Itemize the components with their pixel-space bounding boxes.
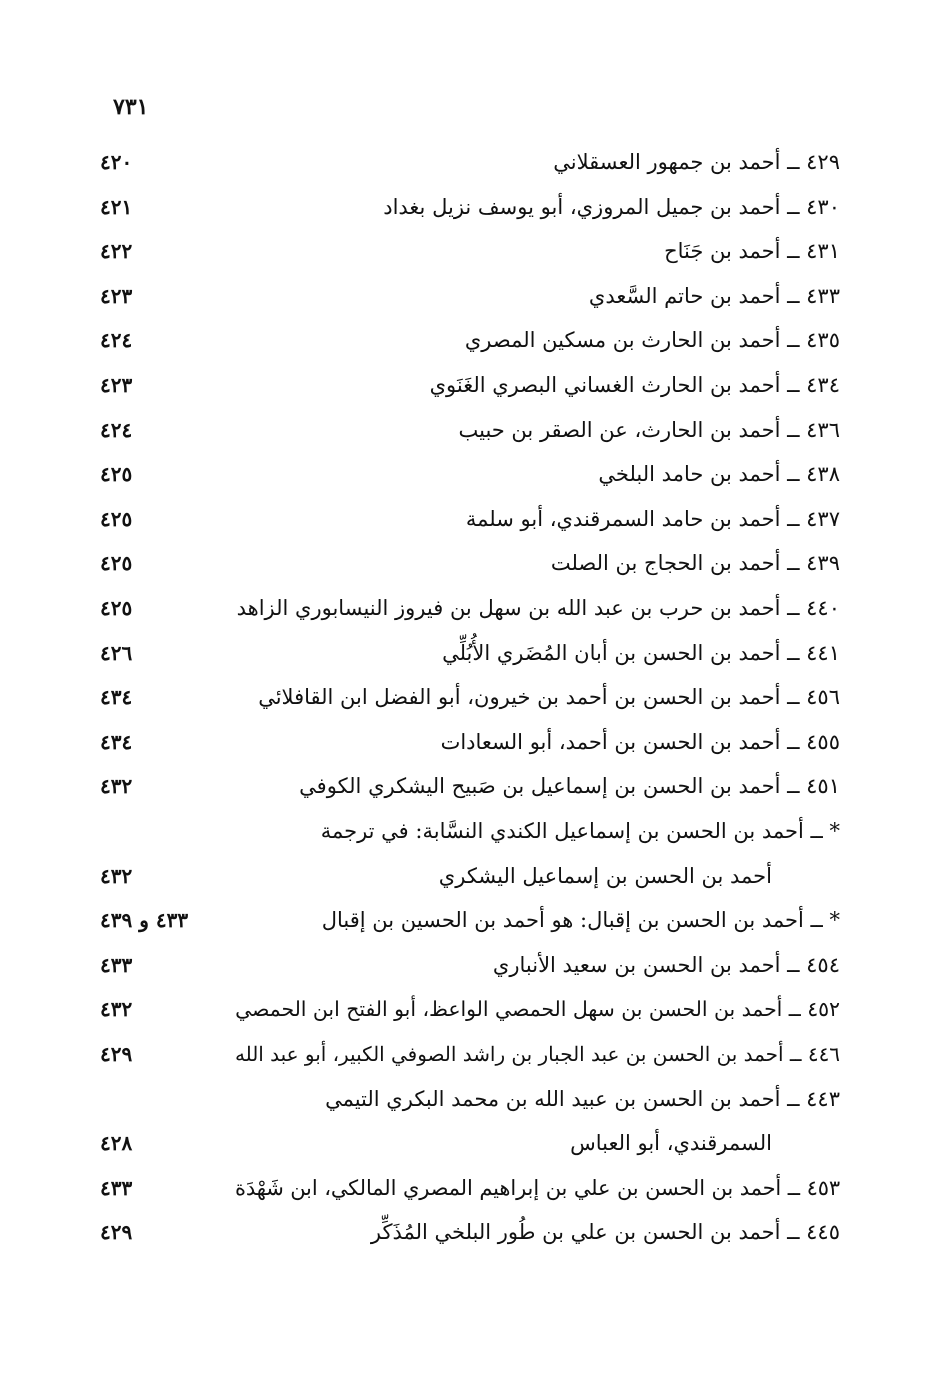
index-entry [100, 766, 840, 806]
entry-page-ref: ٤٣٤ [100, 730, 133, 754]
entry-page-ref [100, 1079, 220, 1119]
index-entry [100, 543, 840, 583]
entry-page-ref: ٤٢٤ [100, 418, 133, 442]
entry-text: ٤٤٠ ــ أحمد بن حرب بن عبد الله بن سهل بن فيروز النيسابوري الزاهد [236, 596, 840, 620]
entry-text: ٤٤١ ــ أحمد بن الحسن بن أبان المُضَري الأُبُلِّي [442, 641, 840, 665]
index-entry [100, 1034, 840, 1074]
entry-page-ref: ٤٢٥ [100, 507, 133, 531]
index-entry [100, 276, 840, 316]
page-number: ٧٣١ [113, 94, 149, 120]
entry-text: ٤٣١ ــ أحمد بن جَنَاح [664, 239, 840, 263]
entry-text: ٤٤٦ ــ أحمد بن الحسن بن عبد الجبار بن راشد الصوفي الكبير، أبو عبد الله [234, 1042, 840, 1066]
entry-page-ref: ٤٢٤ [100, 328, 133, 352]
entry-text: ٤٥١ ــ أحمد بن الحسن بن إسماعيل بن صَبيح اليشكري الكوفي [299, 774, 840, 798]
entry-text: ٤٣٦ ــ أحمد بن الحارث، عن الصقر بن حبيب [458, 418, 840, 442]
entry-text: السمرقندي، أبو العباس [570, 1131, 772, 1155]
entry-page-ref: ٤٣٤ [100, 685, 133, 709]
index-entry [100, 187, 840, 227]
entry-page-ref: ٤٢٢ [100, 239, 133, 263]
entry-page-ref: ٤٣٣ و ٤٣٩ [100, 908, 189, 932]
index-entry [100, 722, 840, 762]
entry-text: ٤٣٣ ــ أحمد بن حاتم السَّعدي [588, 284, 840, 308]
index-entry [100, 1168, 840, 1208]
entry-page-ref [100, 811, 220, 851]
index-entry [100, 499, 840, 539]
entry-text: ٤٤٣ ــ أحمد بن الحسن بن عبيد الله بن محمد البكري التيمي [325, 1087, 840, 1111]
entry-page-ref: ٤٢٩ [100, 1220, 133, 1244]
entry-page-ref: ٤٢٨ [100, 1131, 133, 1155]
entry-page-ref: ٤٣٢ [100, 864, 133, 888]
index-entry [100, 1212, 840, 1252]
index-entry [100, 677, 840, 717]
entry-page-ref: ٤٣٢ [100, 997, 133, 1021]
entry-text: ٤٥٦ ــ أحمد بن الحسن بن أحمد بن خيرون، أبو الفضل ابن القافلائي [258, 685, 840, 709]
entry-text: ٤٥٣ ــ أحمد بن الحسن بن علي بن إبراهيم المصري المالكي، ابن شَهْدَة [234, 1176, 840, 1200]
index-entry [100, 856, 840, 896]
entry-page-ref: ٤٢٥ [100, 551, 133, 575]
entry-text: ٤٣٠ ــ أحمد بن جميل المروزي، أبو يوسف نزيل بغداد [383, 195, 840, 219]
entry-page-ref: ٤٢٩ [100, 1042, 133, 1066]
entry-text: ٤٥٢ ــ أحمد بن الحسن بن سهل الحمصي الواعظ، أبو الفتح ابن الحمصي [235, 997, 840, 1021]
entry-text: ٤٥٥ ــ أحمد بن الحسن بن أحمد، أبو السعادات [440, 730, 840, 754]
index-entry [100, 142, 840, 182]
index-entry [100, 633, 840, 673]
index-entry [100, 320, 840, 360]
index-entry [100, 1123, 840, 1163]
entry-page-ref: ٤٢٦ [100, 641, 133, 665]
entry-text: ٤٥٤ ــ أحمد بن الحسن بن سعيد الأنباري [492, 953, 840, 977]
index-entry [100, 231, 840, 271]
index-entry [100, 811, 840, 851]
index-entry [100, 989, 840, 1029]
entry-text: * ــ أحمد بن الحسن بن إسماعيل الكندي النسَّابة: في ترجمة [320, 819, 840, 843]
entry-text: أحمد بن الحسن بن إسماعيل اليشكري [438, 864, 772, 888]
entry-page-ref: ٤٢٥ [100, 596, 133, 620]
index-entry [100, 410, 840, 450]
index-entry [100, 1079, 840, 1119]
entry-page-ref: ٤٢٠ [100, 150, 133, 174]
index-entry [100, 945, 840, 985]
entry-page-ref: ٤٣٣ [100, 953, 133, 977]
entry-text: ٤٤٥ ــ أحمد بن الحسن بن علي بن طُور البلخي المُذَكِّر [370, 1220, 840, 1244]
entry-text: ٤٣٧ ــ أحمد بن حامد السمرقندي، أبو سلمة [465, 507, 840, 531]
entry-text: ٤٣٥ ــ أحمد بن الحارث بن مسكين المصري [464, 328, 840, 352]
index-entry [100, 365, 840, 405]
entry-text: ٤٣٩ ــ أحمد بن الحجاج بن الصلت [550, 551, 840, 575]
entry-page-ref: ٤٢١ [100, 195, 133, 219]
entry-page-ref: ٤٢٣ [100, 284, 133, 308]
entry-page-ref: ٤٣٢ [100, 774, 133, 798]
entry-text: ٤٢٩ ــ أحمد بن جمهور العسقلاني [553, 150, 840, 174]
entry-page-ref: ٤٣٣ [100, 1176, 133, 1200]
entry-text: ٤٣٤ ــ أحمد بن الحارث الغساني البصري الغَنَوي [429, 373, 840, 397]
entry-text: * ــ أحمد بن الحسن بن إقبال: هو أحمد بن الحسين بن إقبال [321, 908, 840, 932]
entry-page-ref: ٤٢٥ [100, 462, 133, 486]
index-entry [100, 454, 840, 494]
entry-page-ref: ٤٢٣ [100, 373, 133, 397]
entry-text: ٤٣٨ ــ أحمد بن حامد البلخي [598, 462, 840, 486]
index-entry [100, 900, 840, 940]
index-entry [100, 588, 840, 628]
